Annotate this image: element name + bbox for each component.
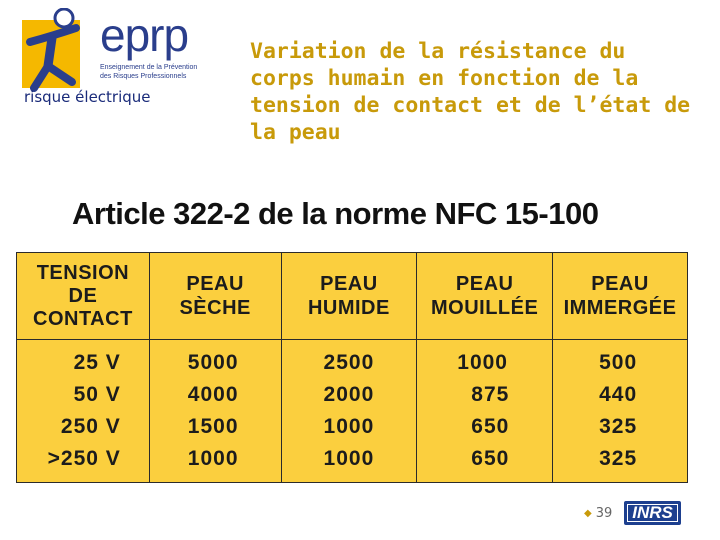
header-line: PEAU bbox=[186, 273, 244, 295]
resistance-table bbox=[16, 252, 688, 483]
header-line: HUMIDE bbox=[307, 297, 390, 319]
header-tension-line: DE bbox=[68, 284, 98, 307]
bullet-icon: ◆ bbox=[584, 507, 592, 519]
cell-value: 1000 bbox=[187, 447, 239, 470]
col-seche-values bbox=[149, 340, 281, 483]
col-immergee-values bbox=[553, 340, 688, 483]
cell-value: 1500 bbox=[187, 415, 239, 438]
col-humide-values bbox=[281, 340, 417, 483]
header-line: PEAU bbox=[591, 273, 649, 295]
header-peau-immergee bbox=[553, 253, 688, 340]
header-line: SÈCHE bbox=[179, 297, 251, 319]
header-line: IMMERGÉE bbox=[563, 297, 677, 319]
cell-voltage: 25 V bbox=[73, 351, 121, 374]
header-peau-mouillee bbox=[417, 253, 553, 340]
page-number: 39 bbox=[595, 505, 613, 521]
header-line: MOUILLÉE bbox=[431, 297, 539, 319]
cell-value: 1000 bbox=[323, 447, 375, 470]
header-line: PEAU bbox=[320, 273, 378, 295]
header-line: PEAU bbox=[455, 273, 514, 295]
logo-tagline bbox=[100, 63, 220, 81]
logo-tagline-line1: Enseignement de la Prévention bbox=[100, 64, 198, 71]
cell-value: 650 bbox=[471, 447, 510, 470]
cell-voltage: 50 V bbox=[73, 383, 121, 406]
cell-value: 1000 bbox=[457, 351, 508, 374]
article-heading: Article 322-2 de la norme NFC 15-100 bbox=[72, 196, 599, 231]
cell-voltage: >250 V bbox=[47, 447, 121, 470]
cell-value: 500 bbox=[599, 351, 638, 374]
col-mouillee-values bbox=[417, 340, 553, 483]
cell-value: 650 bbox=[471, 415, 510, 438]
header-tension bbox=[17, 253, 150, 340]
cell-voltage: 250 V bbox=[60, 415, 121, 438]
header-peau-seche bbox=[149, 253, 281, 340]
logo-caption: risque électrique bbox=[24, 88, 151, 106]
cell-value: 440 bbox=[599, 383, 638, 406]
cell-value: 1000 bbox=[323, 415, 375, 438]
logo-tagline-line2: des Risques Professionnels bbox=[100, 73, 187, 80]
inrs-logo: INRS bbox=[624, 501, 681, 525]
eprp-figure-icon bbox=[22, 8, 102, 93]
cell-value: 325 bbox=[599, 447, 638, 470]
cell-value: 4000 bbox=[187, 383, 239, 406]
logo-wordmark: eprp bbox=[100, 9, 189, 61]
cell-value: 2500 bbox=[323, 351, 375, 374]
slide-title: Variation de la résistance du corps humain en fonction de la tension de contact et de l’état de la peau bbox=[250, 39, 691, 145]
cell-value: 2000 bbox=[323, 383, 375, 406]
slide-footer bbox=[584, 500, 681, 526]
header-tension-line: CONTACT bbox=[33, 307, 133, 330]
cell-value: 5000 bbox=[187, 351, 239, 374]
header-tension-line: TENSION bbox=[36, 261, 130, 284]
cell-value: 875 bbox=[471, 383, 510, 406]
cell-value: 325 bbox=[599, 415, 638, 438]
header-peau-humide bbox=[281, 253, 417, 340]
col-tension-values bbox=[17, 340, 150, 483]
